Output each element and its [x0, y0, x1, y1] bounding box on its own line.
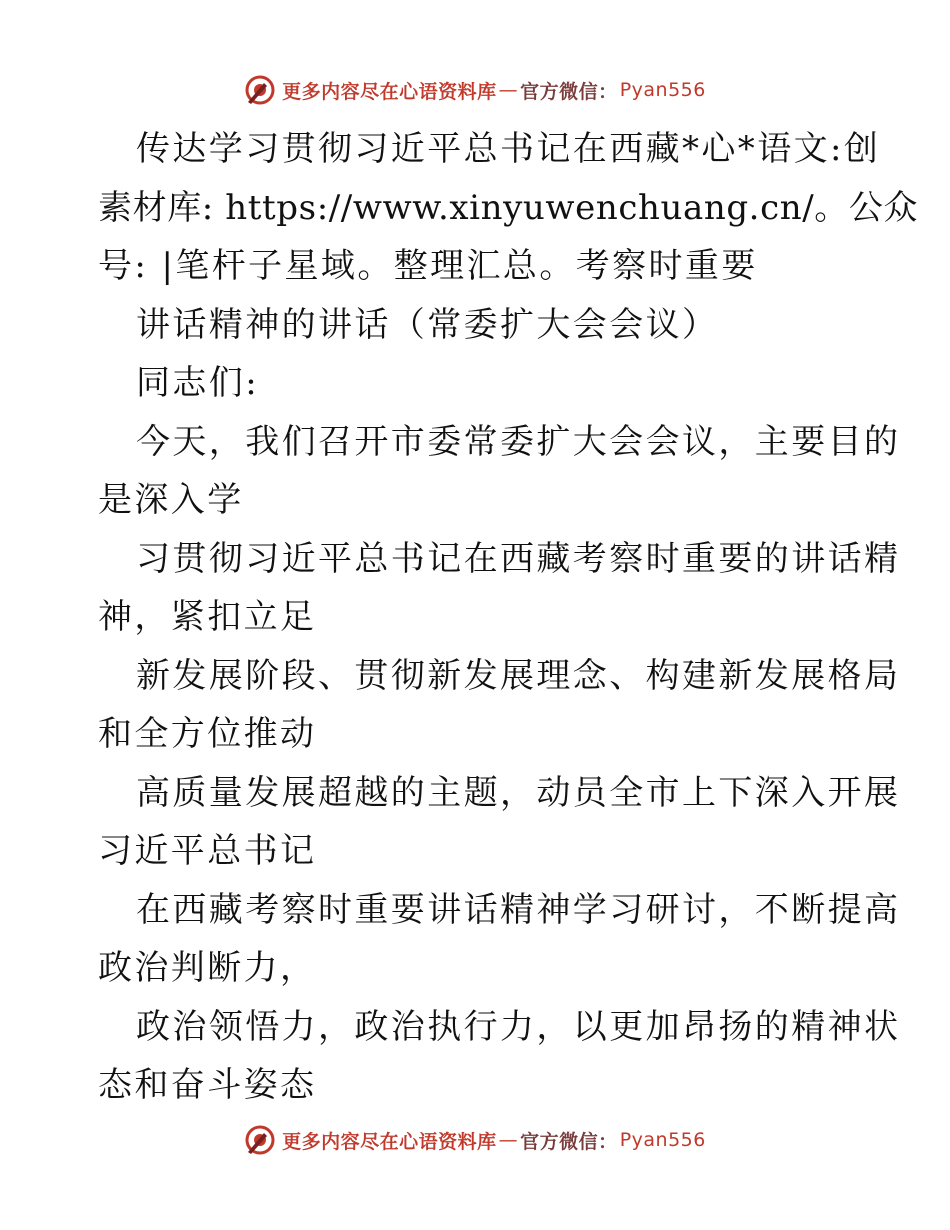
banner-dash: —: [498, 1129, 519, 1151]
doc-line: 政治领悟力，政治执行力，以更加昂扬的精神状: [136, 1006, 901, 1047]
pen-circle-logo-icon: [244, 1124, 276, 1156]
doc-line: 是深入学: [98, 480, 244, 520]
banner-official-label: 官方微信：: [520, 1130, 618, 1153]
doc-line: 传达学习贯彻习近平总书记在西藏*心*语文:创: [136, 129, 881, 169]
banner-wechat-id: Pyan556: [619, 1129, 706, 1151]
pen-circle-logo-icon: [244, 74, 276, 106]
footer-banner: [0, 1122, 950, 1158]
banner-wechat-id: Pyan556: [619, 79, 706, 101]
document-body: [98, 120, 919, 1115]
banner-site-text: 更多内容尽在心语资料库: [282, 80, 497, 103]
doc-line: 号: |笔杆子星域。整理汇总。考察时重要: [98, 246, 758, 286]
banner-official-label: 官方微信：: [520, 80, 618, 103]
doc-line: 素材库: https://www.xinyuwenchuang.cn/。公众: [98, 187, 919, 228]
banner-dash: —: [498, 79, 519, 101]
doc-line: 习贯彻习近平总书记在西藏考察时重要的讲话精: [136, 538, 901, 579]
header-banner: [0, 72, 950, 108]
doc-line: 和全方位推动: [98, 714, 317, 754]
doc-line: 习近平总书记: [98, 831, 317, 871]
banner-site-text: 更多内容尽在心语资料库: [282, 1130, 497, 1153]
doc-line: 讲话精神的讲话（常委扩大会会议）: [136, 304, 719, 345]
doc-line: 新发展阶段、贯彻新发展理念、构建新发展格局: [136, 655, 901, 696]
doc-line: 态和奋斗姿态: [98, 1065, 317, 1105]
doc-line: 政治判断力，: [98, 948, 317, 988]
doc-line: 高质量发展超越的主题，动员全市上下深入开展: [136, 772, 901, 813]
doc-line: 神，紧扣立足: [98, 597, 317, 637]
doc-line: 今天，我们召开市委常委扩大会会议，主要目的: [136, 421, 901, 462]
doc-line: 在西藏考察时重要讲话精神学习研讨，不断提高: [136, 889, 901, 930]
doc-line: 同志们:: [136, 363, 260, 403]
